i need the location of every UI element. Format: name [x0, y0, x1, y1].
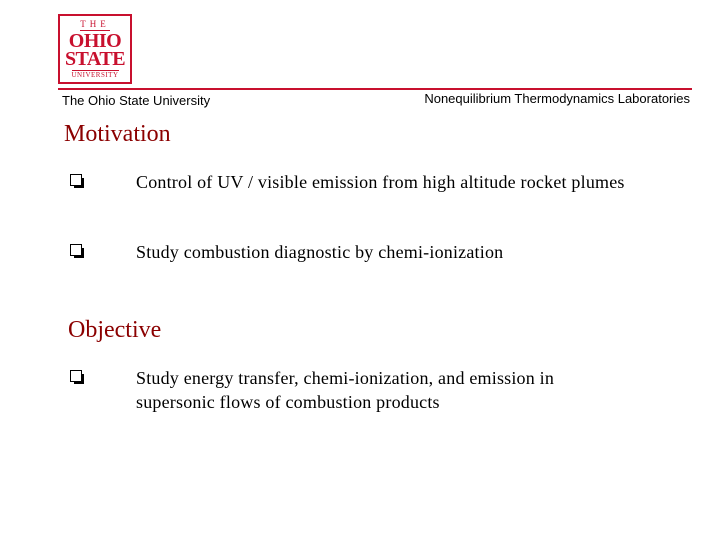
list-item — [70, 366, 710, 414]
section-title-motivation: Motivation — [64, 121, 171, 147]
bullet-text: Control of UV / visible emission from high altitude rocket plumes — [136, 172, 625, 192]
logo-state-text: STATE — [64, 47, 126, 70]
logo-the-text: THE — [80, 18, 110, 29]
list-item — [70, 240, 710, 264]
logo-university-text: UNIVERSITY — [71, 70, 119, 79]
bullet-text: Study combustion diagnostic by chemi-ionization — [136, 242, 504, 262]
logo-ohio-text: OHIO — [68, 29, 122, 52]
lab-name: Nonequilibrium Thermodynamics Laboratories — [424, 91, 690, 106]
header-divider — [58, 88, 692, 90]
hollow-square-bullet-icon — [70, 174, 82, 186]
list-item — [70, 170, 710, 194]
bullet-text: Study energy transfer, chemi-ionization, and emission in supersonic flows of combustion products — [136, 368, 555, 412]
ohio-state-logo — [58, 14, 132, 84]
hollow-square-bullet-icon — [70, 370, 82, 382]
university-name: The Ohio State University — [62, 93, 211, 108]
hollow-square-bullet-icon — [70, 244, 82, 256]
section-title-objective: Objective — [68, 317, 162, 343]
